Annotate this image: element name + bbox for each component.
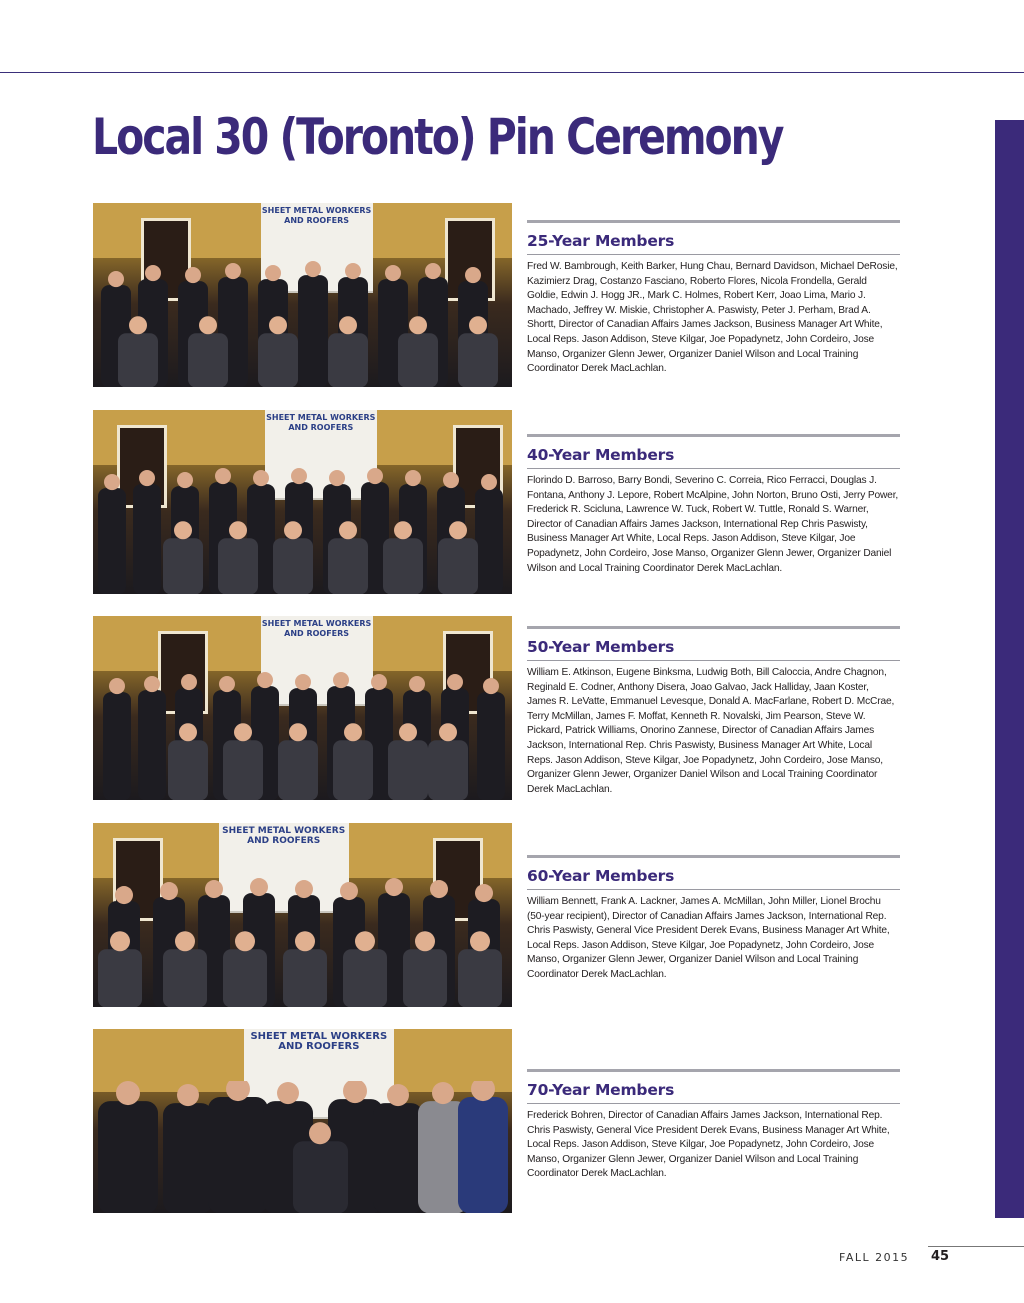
section-40-year — [527, 434, 900, 576]
section-divider — [527, 1103, 900, 1104]
group-photo-25-year — [93, 203, 512, 387]
section-heading: 70-Year Members — [527, 1081, 675, 1099]
section-rule — [527, 434, 900, 437]
side-accent-bar — [995, 120, 1024, 1218]
page-number: 45 — [931, 1249, 950, 1264]
section-names: Florindo D. Barroso, Barry Bondi, Severino C. Correia, Rico Ferracci, Douglas J. Fontana, Anthony J. Lepore, Robert McAlpine, John Norton, Bruno Osti, Jerry Power, Frederick R. Scicluna, Lawrence W. Tuck, Robert W. Tuttle, Ronald S. Warner, Director of Canadian Affairs James Jackson, International Rep Chris Paswisty, Business Manager Art White, Local Reps. Jason Addison, Steve Kilgar, Joe Popadynetz, John Cordeiro, Jose Manso, Organizer Glenn Jewer, Organizer Daniel Wilson and Local Training Coordinator Derek MacLachlan. — [527, 475, 899, 574]
banner-text: SHEET METAL WORKERS AND ROOFERS — [261, 619, 372, 638]
section-heading: 60-Year Members — [527, 867, 675, 885]
banner-text: SHEET METAL WORKERS AND ROOFERS — [250, 1031, 388, 1052]
issue-label: FALL 2015 — [839, 1251, 910, 1264]
section-rule — [527, 626, 900, 629]
group-photo-60-year — [93, 823, 512, 1007]
section-divider — [527, 660, 900, 661]
crowd-illustration — [93, 668, 512, 800]
section-60-year — [527, 855, 900, 983]
section-rule — [527, 855, 900, 858]
banner-text: SHEET METAL WORKERS AND ROOFERS — [266, 413, 376, 432]
section-heading: 50-Year Members — [527, 638, 675, 656]
top-rule — [0, 72, 1024, 73]
section-names: Frederick Bohren, Director of Canadian Affairs James Jackson, International Rep. Chris Paswisty, General Vice President Derek Evans, Business Manager Art White, Local Reps. Jason Addison, Steve Kilgar, Joe Popadynetz, John Cordeiro, Jose Manso, Organizer Glenn Jewer, Organizer Daniel Wilson and Local Training Coordinator Derek MacLachlan. — [527, 1110, 890, 1180]
section-names: William Bennett, Frank A. Lackner, James A. McMillan, John Miller, Lionel Brochu (50-year recipient), Director of Canadian Affairs James Jackson, International Rep. Chris Paswisty, General Vice President Derek Evans, Business Manager Art White, Local Reps. Jason Addison, Steve Kilgar, Joe Popadynetz, John Cordeiro, Jose Manso, Organizer Glenn Jewer, Organizer Daniel Wilson and Local Training Coordinator Derek MacLachlan. — [527, 896, 890, 980]
crowd-illustration — [93, 462, 512, 594]
section-heading: 25-Year Members — [527, 232, 675, 250]
section-divider — [527, 468, 900, 469]
section-divider — [527, 889, 900, 890]
section-50-year — [527, 626, 900, 797]
section-names: Fred W. Bambrough, Keith Barker, Hung Chau, Bernard Davidson, Michael DeRosie, Kazimierz Drag, Costanzo Fasciano, Roberto Flores, Nicola Frondella, Gerald Goldie, Edwin J. Hogg JR., Mark C. Holmes, Robert Kerr, Joao Lima, Mario J. Machado, Jeffrey W. Miskie, Christopher A. Paswisty, Peter J. Perham, Brad A. Shortt, Director of Canadian Affairs James Jackson, Business Manager Art White, Local Reps. Jason Addison, Steve Kilgar, Joe Popadynetz, John Cordeiro, Jose Manso, Organizer Glenn Jewer, Organizer Daniel Wilson and Local Training Coordinator Derek MacLachlan. — [527, 261, 898, 375]
group-photo-70-year — [93, 1029, 512, 1213]
section-rule — [527, 1069, 900, 1072]
crowd-illustration — [93, 1081, 512, 1213]
page-title: Local 30 (Toronto) Pin Ceremony — [92, 108, 783, 166]
crowd-illustration — [93, 255, 512, 387]
section-divider — [527, 254, 900, 255]
banner-text: SHEET METAL WORKERS AND ROOFERS — [222, 826, 346, 846]
section-rule — [527, 220, 900, 223]
section-names: William E. Atkinson, Eugene Binksma, Ludwig Both, Bill Caloccia, Andre Chagnon, Reginald E. Codner, Anthony Disera, Joao Galvao, Jack Halliday, Jaan Koster, James R. LeVatte, Emmanuel Levesque, Donald A. MacFarlane, Robert D. McCrae, Terry McMillan, James F. Moffat, Kenneth R. Novalski, Jim Pearson, Steve W. Pickard, Patrick Williams, Onorino Zannese, Director of Canadian Affairs James Jackson, International Rep. Chris Paswisty, Business Manager Art White, Local Reps. Jason Addison, Steve Kilgar, Joe Popadynetz, John Cordeiro, Jose Manso, Organizer Glenn Jewer, Organizer Daniel Wilson and Local Training Coordinator Derek MacLachlan. — [527, 667, 895, 795]
section-heading: 40-Year Members — [527, 446, 675, 464]
section-70-year — [527, 1069, 900, 1182]
footer-rule — [928, 1246, 1024, 1247]
banner-text: SHEET METAL WORKERS AND ROOFERS — [261, 206, 372, 225]
section-25-year — [527, 220, 900, 377]
group-photo-40-year — [93, 410, 512, 594]
group-photo-50-year — [93, 616, 512, 800]
crowd-illustration — [93, 875, 512, 1007]
